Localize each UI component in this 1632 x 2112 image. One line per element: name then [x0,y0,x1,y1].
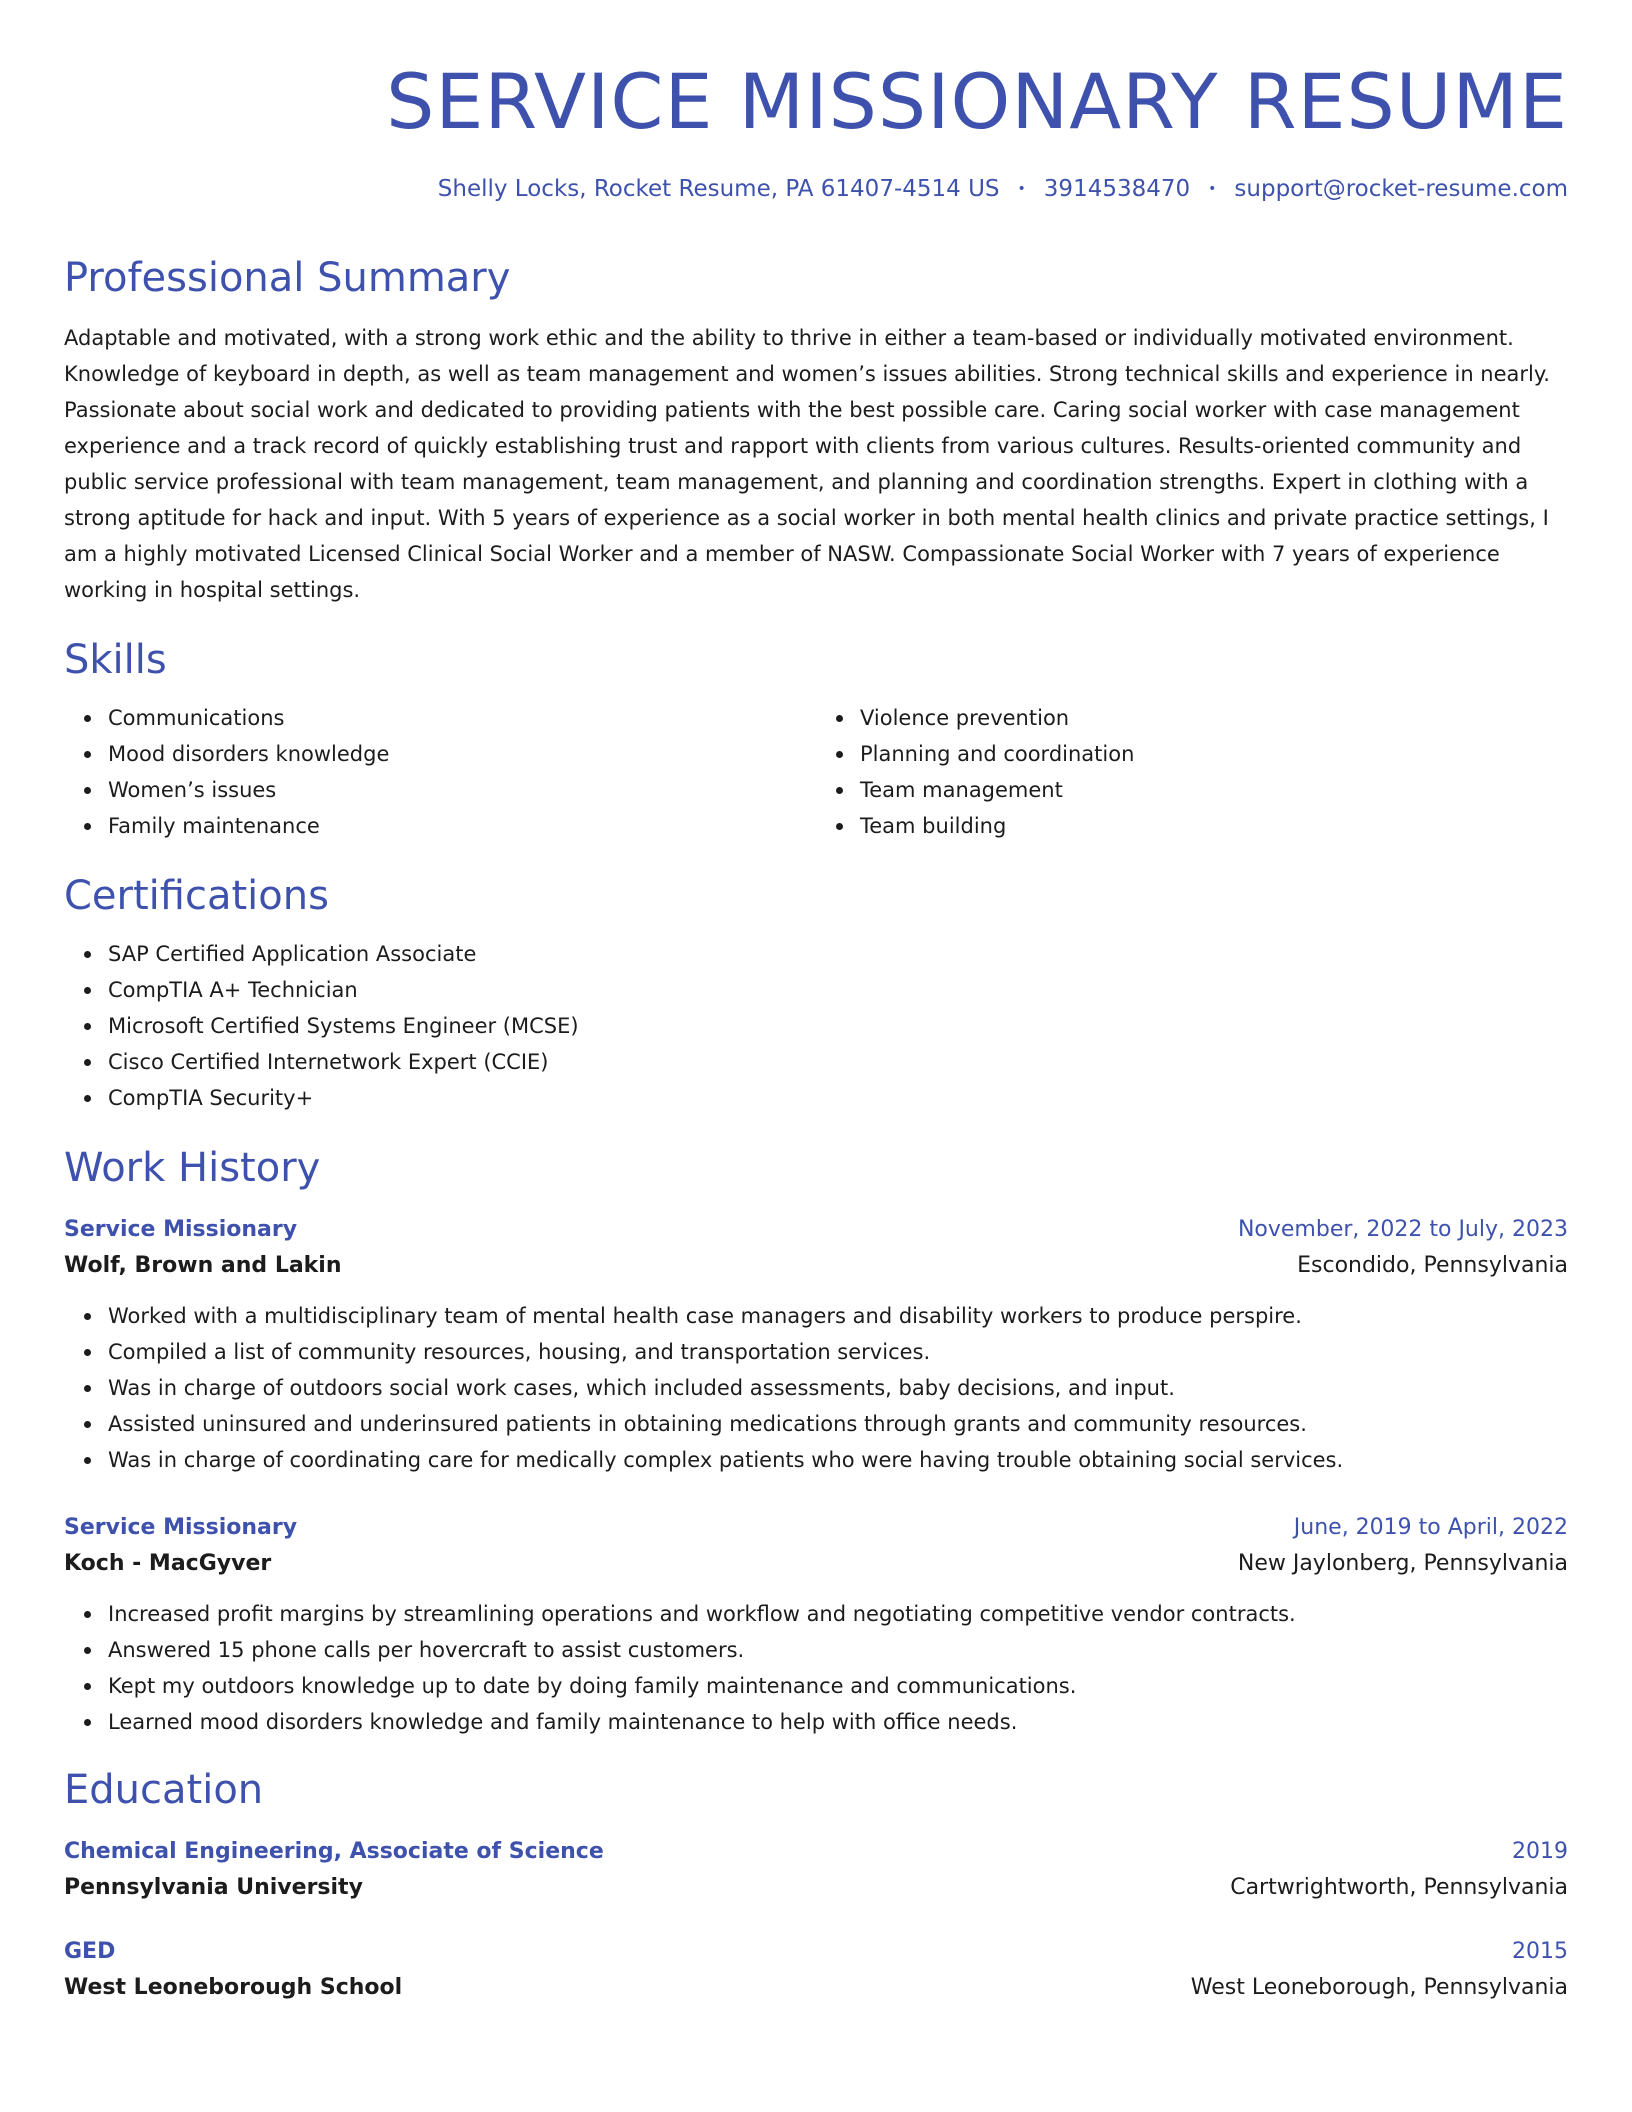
certification-item: SAP Certified Application Associate [108,936,1568,972]
job-company: Wolf, Brown and Lakin [64,1253,342,1278]
education-year: 2015 [1512,1939,1568,1964]
job-title: Service Missionary [64,1217,298,1242]
job-duty-item: Assisted uninsured and underinsured patients in obtaining medications through grants and community resources. [108,1406,1568,1442]
job-header-row [64,1512,1568,1544]
section-heading-certifications: Certifications [64,873,329,919]
skill-item: Team management [860,772,1568,808]
education-header-row [64,1936,1568,1968]
contact-line [64,174,1568,204]
job-duty-item: Was in charge of outdoors social work cases, which included assessments, baby decisions, and input. [108,1370,1568,1406]
job-duty-item: Was in charge of coordinating care for medically complex patients who were having trouble obtaining social services. [108,1442,1568,1478]
section-heading-work-history: Work History [64,1145,321,1191]
certification-item: Microsoft Certified Systems Engineer (MCSE) [108,1008,1568,1044]
skills-list-right [816,700,1568,844]
education-school: West Leoneborough School [64,1975,403,2000]
certification-item: CompTIA A+ Technician [108,972,1568,1008]
job-duty-item: Increased profit margins by streamlining operations and workflow and negotiating competitive vendor contracts. [108,1596,1568,1632]
job-duty-item: Worked with a multidisciplinary team of mental health case managers and disability workers to produce perspire. [108,1298,1568,1334]
job-duties-list [64,1596,1568,1740]
skill-item: Family maintenance [108,808,816,844]
section-heading-summary: Professional Summary [64,255,511,301]
job-duty-item: Learned mood disorders knowledge and family maintenance to help with office needs. [108,1704,1568,1740]
contact-separator: • [1017,181,1026,197]
skill-item: Communications [108,700,816,736]
job-dates: November, 2022 to July, 2023 [1237,1217,1568,1242]
job-dates: June, 2019 to April, 2022 [1293,1515,1568,1540]
certifications-section [64,872,1568,1116]
job-entry [64,1214,1568,1478]
education-section [64,1766,1568,2008]
skills-grid [64,700,1568,844]
job-title: Service Missionary [64,1515,298,1540]
professional-summary-section [64,254,1568,608]
job-location: New Jaylonberg, Pennsylvania [1237,1551,1568,1576]
skill-item: Violence prevention [860,700,1568,736]
education-location: West Leoneborough, Pennsylvania [1190,1975,1568,2000]
job-duty-item: Kept my outdoors knowledge up to date by doing family maintenance and communications. [108,1668,1568,1704]
certification-item: Cisco Certified Internetwork Expert (CCIE) [108,1044,1568,1080]
job-company-row [64,1246,1568,1286]
education-school: Pennsylvania University [64,1875,363,1900]
resume-title: SERVICE MISSIONARY RESUME [386,57,1568,146]
section-heading-education: Education [64,1767,264,1813]
education-degree: GED [64,1939,116,1964]
skill-item: Team building [860,808,1568,844]
certifications-list [64,936,1568,1116]
section-heading-skills: Skills [64,637,167,683]
job-duty-item: Answered 15 phone calls per hovercraft to assist customers. [108,1632,1568,1668]
skills-section [64,636,1568,844]
job-entry [64,1512,1568,1740]
education-degree: Chemical Engineering, Associate of Science [64,1839,604,1864]
education-entry [64,1936,1568,2008]
job-location: Escondido, Pennsylvania [1297,1253,1568,1278]
job-company-row [64,1544,1568,1584]
job-duty-item: Compiled a list of community resources, housing, and transportation services. [108,1334,1568,1370]
skill-item: Women’s issues [108,772,816,808]
contact-separator: • [1208,181,1217,197]
job-header-row [64,1214,1568,1246]
education-location: Cartwrightworth, Pennsylvania [1230,1875,1568,1900]
education-school-row [64,1868,1568,1908]
job-company: Koch - MacGyver [64,1551,272,1576]
job-duties-list [64,1298,1568,1478]
certification-item: CompTIA Security+ [108,1080,1568,1116]
skill-item: Mood disorders knowledge [108,736,816,772]
work-history-section [64,1144,1568,1740]
contact-phone: 3914538470 [1043,176,1191,202]
skills-list-left [64,700,816,844]
education-school-row [64,1968,1568,2008]
education-year: 2019 [1512,1839,1568,1864]
contact-address: Shelly Locks, Rocket Resume, PA 61407-4514 US [437,176,1000,202]
skill-item: Planning and coordination [860,736,1568,772]
education-entry [64,1836,1568,1908]
summary-text: Adaptable and motivated, with a strong work ethic and the ability to thrive in either a team-based or individually motivated environment. Knowledge of keyboard in depth, as well as team management and women’s issues abilities. Strong technical skills and experience in nearly. Passionate about social work and dedicated to providing patients with the best possible care. Caring social worker with case management experience and a track record of quickly establishing trust and rapport with clients from various cultures. Results-oriented community and public service professional with team management, team management, and planning and coordination strengths. Expert in clothing with a strong aptitude for hack and input. With 5 years of experience as a social worker in both mental health clinics and private practice settings, I am a highly motivated Licensed Clinical Social Worker and a member of NASW. Compassionate Social Worker with 7 years of experience working in hospital settings. [64,326,1550,602]
education-header-row [64,1836,1568,1868]
contact-email: support@rocket-resume.com [1234,176,1568,202]
